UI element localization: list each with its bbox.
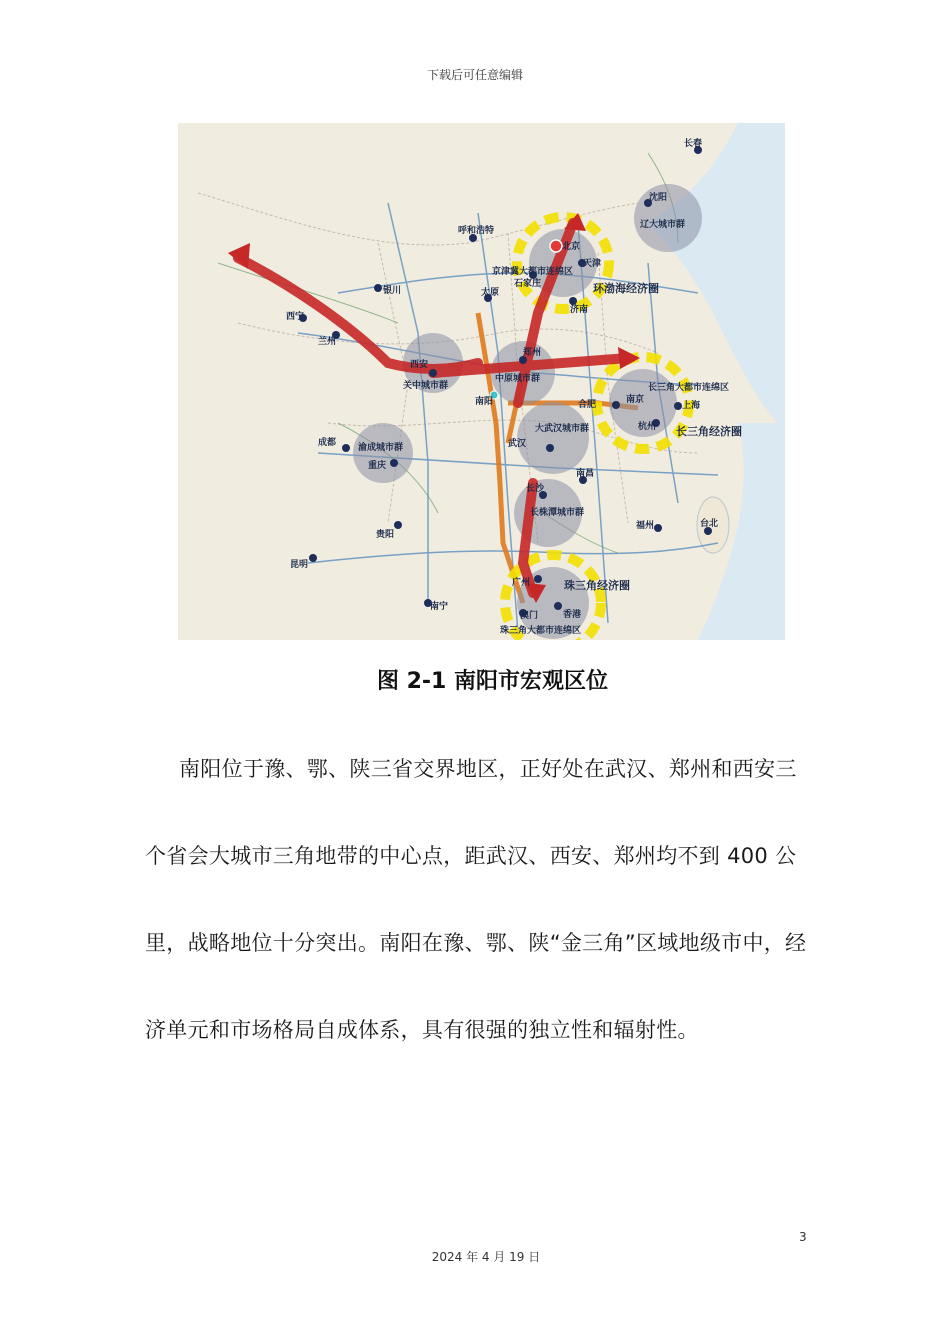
footer-date: 2024 年 4 月 19 日	[431, 1250, 541, 1264]
label-hohhot: 呼和浩特	[458, 226, 495, 236]
label-nanchang: 南昌	[576, 469, 595, 479]
page-number: 3	[799, 1230, 807, 1244]
label-shenyang: 沈阳	[649, 193, 668, 203]
header-note: 下载后可任意编辑	[426, 68, 523, 82]
label-taibei: 台北	[700, 519, 719, 529]
label-huanbohai: 环渤海经济圈	[593, 282, 659, 295]
label-yinchuan: 银川	[383, 286, 402, 296]
label-shanghai: 上海	[682, 401, 701, 411]
label-changsha: 长沙	[526, 484, 545, 494]
label-xianggang: 香港	[563, 610, 582, 620]
label-jingjin: 京津冀大都市连绵区	[492, 267, 574, 277]
label-aomen: 澳门	[520, 611, 539, 621]
label-changchun: 长春	[684, 139, 703, 149]
regional-location-map	[178, 123, 785, 640]
label-changsanjiao-econ: 长三角经济圈	[676, 425, 742, 438]
label-tianjin: 天津	[583, 259, 602, 269]
label-beijing: 北京	[562, 242, 581, 252]
label-changzhutan: 长株潭城市群	[530, 508, 585, 518]
label-liaoda: 辽大城市群	[640, 220, 686, 230]
label-hefei: 合肥	[578, 400, 597, 410]
figure-caption: 图 2-1 南阳市宏观区位	[376, 669, 609, 694]
label-lanzhou: 兰州	[318, 337, 337, 347]
label-xining: 西宁	[286, 312, 305, 322]
label-chengdu: 成都	[318, 438, 337, 448]
label-chongqing: 重庆	[368, 461, 387, 471]
label-guiyang: 贵阳	[376, 530, 395, 540]
label-zhongyuan: 中原城市群	[495, 374, 541, 384]
label-guanzhong: 关中城市群	[403, 381, 449, 391]
label-zhusanjiao-metro: 珠三角大都市连绵区	[500, 626, 582, 636]
label-kunming: 昆明	[290, 560, 309, 570]
label-fuzhou: 福州	[636, 521, 655, 531]
label-changsanjiao-metro: 长三角大都市连绵区	[648, 383, 730, 393]
label-nanning: 南宁	[430, 602, 449, 612]
label-hangzhou: 杭州	[638, 422, 657, 432]
label-zhusanjiao-econ: 珠三角经济圈	[564, 579, 630, 592]
body-text	[145, 726, 809, 1074]
label-jinan: 济南	[570, 305, 589, 315]
label-taiyuan: 太原	[481, 288, 500, 298]
label-nanyang: 南阳	[475, 397, 494, 407]
label-xian: 西安	[410, 360, 429, 370]
label-wuhan-group: 大武汉城市群	[535, 424, 590, 434]
label-nanjing: 南京	[626, 395, 645, 405]
label-shijiazhuang: 石家庄	[514, 279, 542, 289]
label-zhengzhou: 郑州	[523, 348, 542, 358]
body-paragraph: 南阳位于豫、鄂、陕三省交界地区，正好处在武汉、郑州和西安三个省会大城市三角地带的中心点，距武汉、西安、郑州均不到 400 公里，战略地位十分突出。南阳在豫、鄂、陕“金三角”区域地级市中，经济单元和市场格局自成体系，具有很强的独立性和辐射性。	[145, 757, 807, 1042]
label-guangzhou: 广州	[512, 578, 531, 588]
label-yuchuan: 渝成城市群	[358, 443, 404, 453]
label-wuhan: 武汉	[508, 439, 527, 449]
